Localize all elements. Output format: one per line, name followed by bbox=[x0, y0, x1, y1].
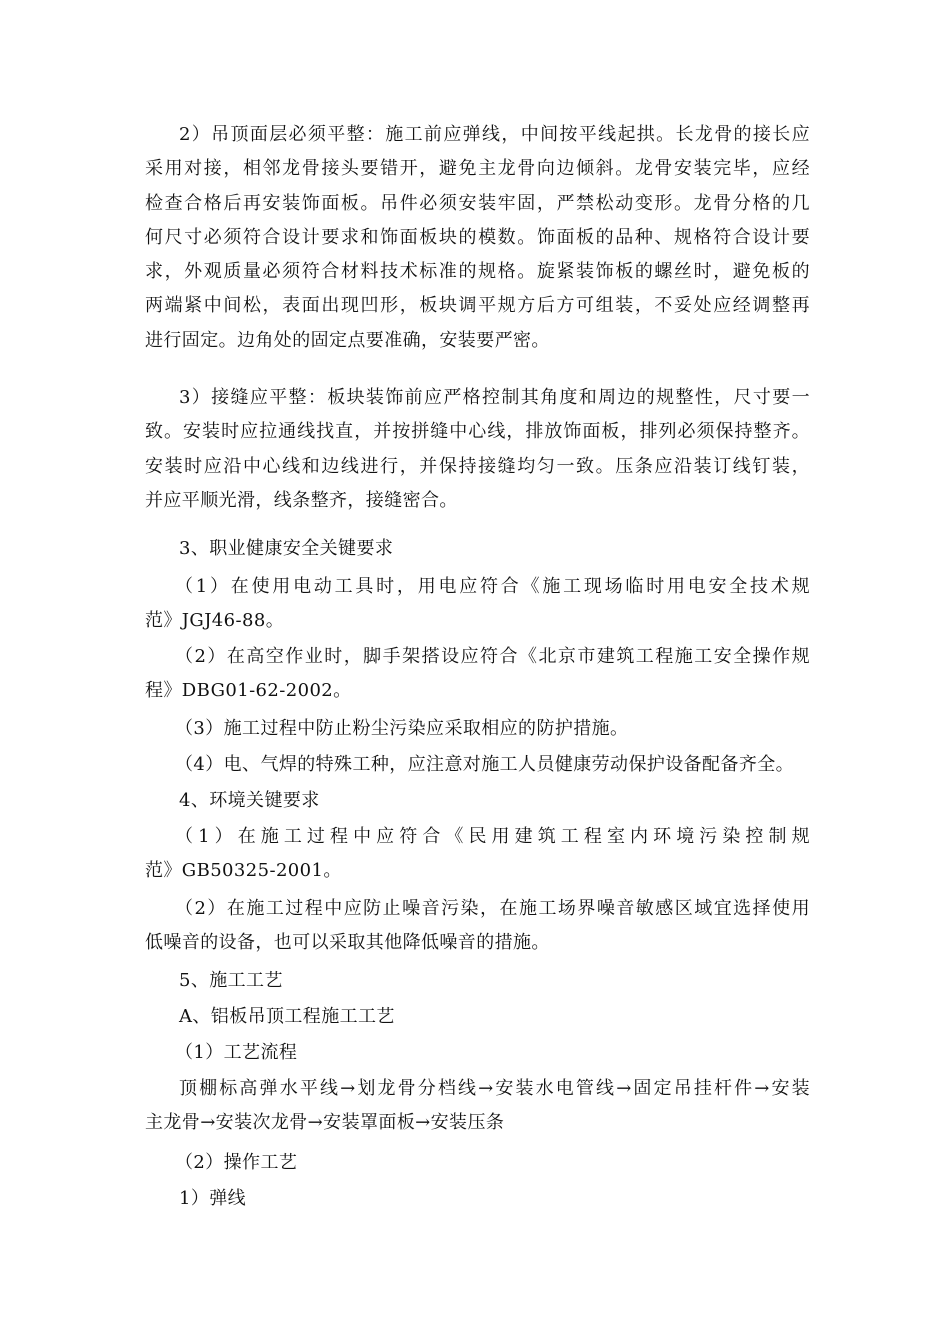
paragraph-joint-flatness bbox=[145, 381, 810, 518]
subheading-aluminum-ceiling bbox=[145, 1000, 810, 1034]
text-line: 致。安装时应拉通线找直，并按拼缝中心线，排放饰面板，排列必须保持整齐。 bbox=[145, 421, 810, 443]
heading-text: （1）工艺流程 bbox=[175, 1042, 298, 1063]
section-heading-health-safety bbox=[145, 532, 810, 566]
heading-text: A、铝板吊顶工程施工工艺 bbox=[179, 1006, 395, 1027]
subheading-operation bbox=[145, 1146, 810, 1180]
heading-text: （2）操作工艺 bbox=[175, 1152, 298, 1173]
text-line: 范》GB50325-2001。 bbox=[145, 860, 342, 882]
text-line: 何尺寸必须符合设计要求和饰面板块的模数。饰面板的品种、规格符合设计要 bbox=[145, 226, 810, 248]
heading-text: 1）弹线 bbox=[179, 1188, 247, 1209]
text-line: 低噪音的设备，也可以采取其他降低噪音的措施。 bbox=[145, 932, 550, 954]
paragraph-welding bbox=[145, 748, 810, 782]
section-heading-environment bbox=[145, 784, 810, 818]
heading-text: 5、施工工艺 bbox=[179, 970, 283, 991]
text-line: （3）施工过程中防止粉尘污染应采取相应的防护措施。 bbox=[175, 718, 629, 739]
text-line: （2）在施工过程中应防止噪音污染，在施工场界噪音敏感区域宜选择使用 bbox=[175, 898, 810, 919]
subheading-line-marking bbox=[145, 1182, 810, 1216]
heading-text: 3、职业健康安全关键要求 bbox=[179, 538, 394, 559]
text-line: 程》DBG01-62-2002。 bbox=[145, 680, 352, 702]
paragraph-flow-steps bbox=[145, 1072, 810, 1141]
text-line: 两端紧中间松，表面出现凹形，板块调平规方后方可组装，不妥处应经调整再 bbox=[145, 295, 810, 317]
paragraph-electric-tools bbox=[145, 570, 810, 639]
text-line: （1）在使用电动工具时，用电应符合《施工现场临时用电安全技术规 bbox=[175, 576, 810, 597]
paragraph-scaffolding bbox=[145, 640, 810, 709]
text-line: 安装时应沿中心线和边线进行，并保持接缝均匀一致。压条应沿装订线钉装， bbox=[145, 455, 810, 477]
text-line: （1）在施工过程中应符合《民用建筑工程室内环境污染控制规 bbox=[175, 826, 810, 847]
text-line: 采用对接，相邻龙骨接头要错开，避免主龙骨向边倾斜。龙骨安装完毕，应经 bbox=[145, 158, 810, 180]
text-line: 范》JGJ46-88。 bbox=[145, 610, 285, 632]
paragraph-indoor-pollution bbox=[145, 820, 810, 889]
text-line: 求，外观质量必须符合材料技术标准的规格。旋紧装饰板的螺丝时，避免板的 bbox=[145, 261, 810, 283]
paragraph-noise-control bbox=[145, 892, 810, 961]
text-line: 3）接缝应平整：板块装饰前应严格控制其角度和周边的规整性，尺寸要一 bbox=[179, 387, 810, 408]
text-line: 检查合格后再安装饰面板。吊件必须安装牢固，严禁松动变形。龙骨分格的几 bbox=[145, 192, 810, 214]
text-line: 顶棚标高弹水平线→划龙骨分档线→安装水电管线→固定吊挂杆件→安装 bbox=[179, 1078, 810, 1099]
text-line: （2）在高空作业时，脚手架搭设应符合《北京市建筑工程施工安全操作规 bbox=[175, 646, 810, 667]
text-line: （4）电、气焊的特殊工种，应注意对施工人员健康劳动保护设备配备齐全。 bbox=[175, 754, 795, 775]
heading-text: 4、环境关键要求 bbox=[179, 790, 320, 811]
text-line: 2）吊顶面层必须平整：施工前应弹线，中间按平线起拱。长龙骨的接长应 bbox=[179, 124, 810, 145]
text-line: 进行固定。边角处的固定点要准确，安装要严密。 bbox=[145, 329, 550, 351]
paragraph-dust-control bbox=[145, 712, 810, 746]
subheading-process-flow bbox=[145, 1036, 810, 1070]
paragraph-ceiling-surface bbox=[145, 118, 810, 358]
text-line: 并应平顺光滑，线条整齐，接缝密合。 bbox=[145, 489, 458, 511]
section-heading-process bbox=[145, 964, 810, 998]
text-line: 主龙骨→安装次龙骨→安装罩面板→安装压条 bbox=[145, 1112, 505, 1134]
